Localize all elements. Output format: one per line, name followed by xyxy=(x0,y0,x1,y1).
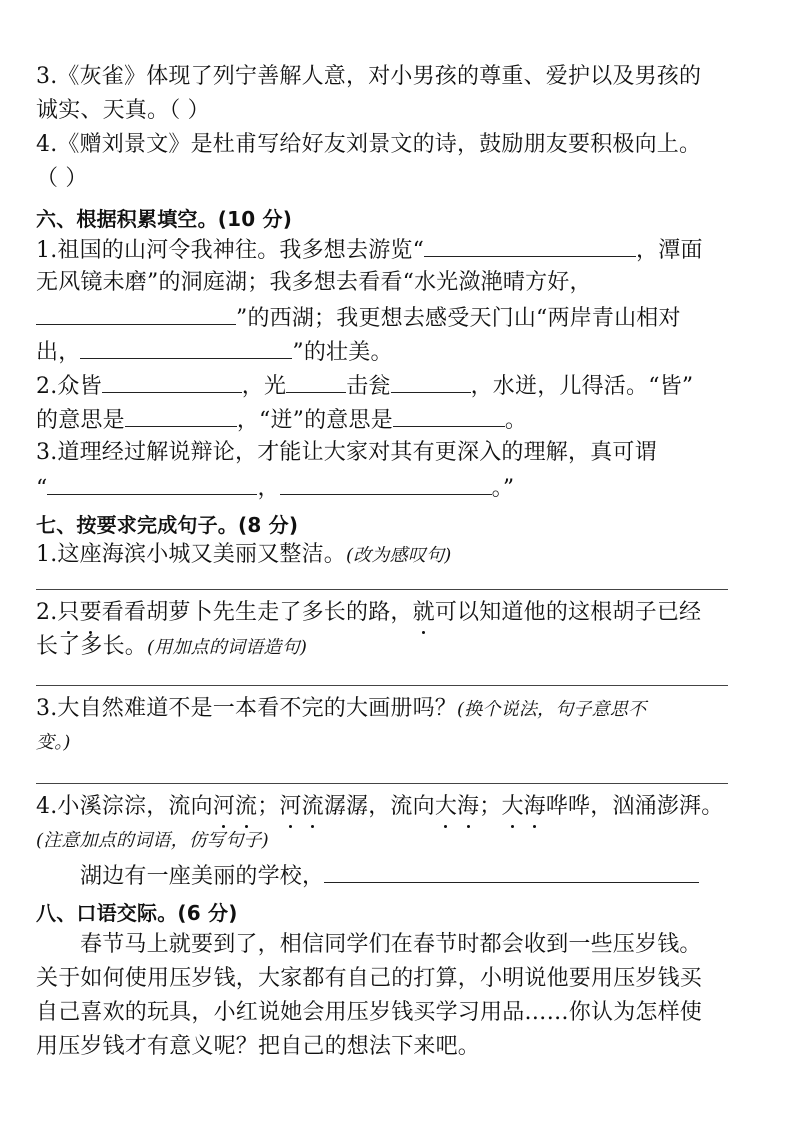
emphasis-dot-char: 就 xyxy=(413,598,435,628)
s5-q3-line1: 3.《灰雀》体现了列宁善解人意，对小男孩的尊重、爱护以及男孩的 xyxy=(36,64,702,89)
s6-q3-line2 xyxy=(36,472,514,504)
s6-q1-line3 xyxy=(36,302,681,334)
s7-q3-text: 3.大自然难道不是一本看不完的大画册吗？ xyxy=(36,696,457,721)
s7-q2-line2 xyxy=(36,632,307,663)
emphasis-word xyxy=(213,794,257,819)
s6-q2-text-g: 。 xyxy=(504,408,528,433)
s6-q1-line2: 无风镜未磨”的洞庭湖；我多想去看看“水光潋滟晴方好， xyxy=(36,270,592,295)
s6-q1-text-c: ”的西湖；我更想去感受天门山“两岸青山相对 xyxy=(236,306,681,331)
s6-q1-text-d: 出， xyxy=(36,340,81,365)
s6-q2-blank1[interactable] xyxy=(102,370,242,393)
emphasis-dot-char: 只 xyxy=(57,598,79,628)
s7-q3-answer-line[interactable] xyxy=(36,783,728,784)
s5-q3-line2: 诚实、天真。（ ） xyxy=(36,98,210,123)
s7-q1-answer-line[interactable] xyxy=(36,589,728,590)
s6-q2-blank4[interactable] xyxy=(125,404,237,427)
s7-q2-line1 xyxy=(36,598,701,628)
emphasis-dot-char: 海 xyxy=(457,792,479,822)
s7-q1-note: (改为感叹句) xyxy=(346,545,452,566)
emphasis-word xyxy=(435,794,479,819)
s7-q1-line xyxy=(36,540,451,571)
s8-paragraph-line2: 关于如何使用压岁钱，大家都有自己的打算，小明说他要用压岁钱买 xyxy=(36,966,703,991)
s6-q3-line1: 3.道理经过解说辩论，才能让大家对其有更深入的理解，真可谓 xyxy=(36,440,657,465)
s6-q2-blank3[interactable] xyxy=(391,370,471,393)
s6-q1-line1 xyxy=(36,234,703,266)
emphasis-word xyxy=(501,794,545,819)
s6-q2-text-f: ，“迸”的意思是 xyxy=(236,408,393,433)
s7-q1-text: 1.这座海滨小城又美丽又整洁。 xyxy=(36,542,346,567)
s8-paragraph-line1: 春节马上就要到了，相信同学们在春节时都会收到一些压岁钱。 xyxy=(80,932,702,957)
emphasis-dot-char: 海 xyxy=(524,792,546,822)
s7-q4-part: 哗哗，汹涌澎湃。 xyxy=(545,794,724,819)
s7-q2-note: (用加点的词语造句) xyxy=(147,637,308,658)
s7-q2-post: 可以知道他的这根胡子已经 xyxy=(434,600,702,625)
s6-q2-text-c: 击瓮 xyxy=(346,374,391,399)
emphasis-dot-char: 流 xyxy=(235,792,257,822)
emphasis-dot-char: 流 xyxy=(302,792,324,822)
s8-paragraph-line4: 用压岁钱才有意义呢？把自己的想法下来吧。 xyxy=(36,1034,481,1059)
section6-title: 六、根据积累填空。(10 分) xyxy=(36,207,293,231)
emphasis-dot-char: 河 xyxy=(279,792,301,822)
emphasis-dot-char: 大 xyxy=(501,792,523,822)
s8-paragraph-line3: 自己喜欢的玩具，小红说她会用压岁钱买学习用品……你认为怎样使 xyxy=(36,1000,703,1025)
s6-q1-blank3[interactable] xyxy=(80,336,292,359)
s6-q1-blank1[interactable] xyxy=(424,234,636,257)
s6-q1-text-b: ，潭面 xyxy=(636,238,703,263)
s6-q3-text-c: 。” xyxy=(491,476,515,501)
s6-q2-blank2[interactable] xyxy=(286,370,346,393)
s7-q2-prefix: 2. xyxy=(36,600,58,625)
s7-q3-note: (换个说法，句子意思不 xyxy=(457,699,647,720)
s7-q4-prompt: 湖边有一座美丽的学校， xyxy=(80,864,325,889)
s6-q2-text-b: ，光 xyxy=(241,374,287,399)
s6-q3-text-a: “ xyxy=(36,476,48,501)
s6-q2-text-e: 的意思是 xyxy=(36,408,125,433)
s7-q3-line2: 变。) xyxy=(36,732,71,753)
s6-q2-text-a: 2.众皆 xyxy=(36,374,102,399)
emphasis-dot-char: 大 xyxy=(435,792,457,822)
s7-q4-part: 4.小溪淙淙，流向 xyxy=(36,794,213,819)
emphasis-dot-char: 河 xyxy=(213,792,235,822)
emphasis-word xyxy=(279,794,323,819)
s6-q2-text-d: ，水迸，儿得活。“皆” xyxy=(470,374,694,399)
s7-q2-mid: 看看胡萝卜先生走了多长的路， xyxy=(101,600,413,625)
s7-q4-part: 潺潺，流向 xyxy=(323,794,435,819)
s6-q3-text-b: ， xyxy=(257,476,280,501)
s7-q4-part: ； xyxy=(479,794,502,819)
s6-q2-line1 xyxy=(36,370,693,402)
section8-title: 八、口语交际。(6 分) xyxy=(36,901,238,925)
s7-q4-blank[interactable] xyxy=(324,860,699,883)
s6-q1-text-e: ”的壮美。 xyxy=(292,340,393,365)
section7-title: 七、按要求完成句子。(8 分) xyxy=(36,513,299,537)
s5-q4-line1: 4.《赠刘景文》是杜甫写给好友刘景文的诗，鼓励朋友要积极向上。 xyxy=(36,132,702,157)
s5-q4-line2: （ ） xyxy=(36,166,88,191)
s6-q2-line2 xyxy=(36,404,527,436)
s7-q4-part: ； xyxy=(257,794,280,819)
s7-q2-text: 长了多长。 xyxy=(36,634,148,659)
s6-q3-blank2[interactable] xyxy=(280,472,492,495)
s6-q3-blank1[interactable] xyxy=(47,472,257,495)
s7-q4-line1 xyxy=(36,792,723,822)
s7-q4-note: (注意加点的词语，仿写句子) xyxy=(36,830,269,851)
s6-q1-blank2[interactable] xyxy=(36,302,236,325)
s7-q4-prompt-line xyxy=(36,860,699,892)
s6-q1-line4 xyxy=(36,336,393,368)
s7-q3-line1 xyxy=(36,694,646,725)
s6-q1-text-a: 1.祖国的山河令我神往。我多想去游览“ xyxy=(36,238,425,263)
emphasis-dot-char: 要 xyxy=(80,598,102,628)
s6-q2-blank5[interactable] xyxy=(393,404,505,427)
s7-q2-answer-line[interactable] xyxy=(36,685,728,686)
